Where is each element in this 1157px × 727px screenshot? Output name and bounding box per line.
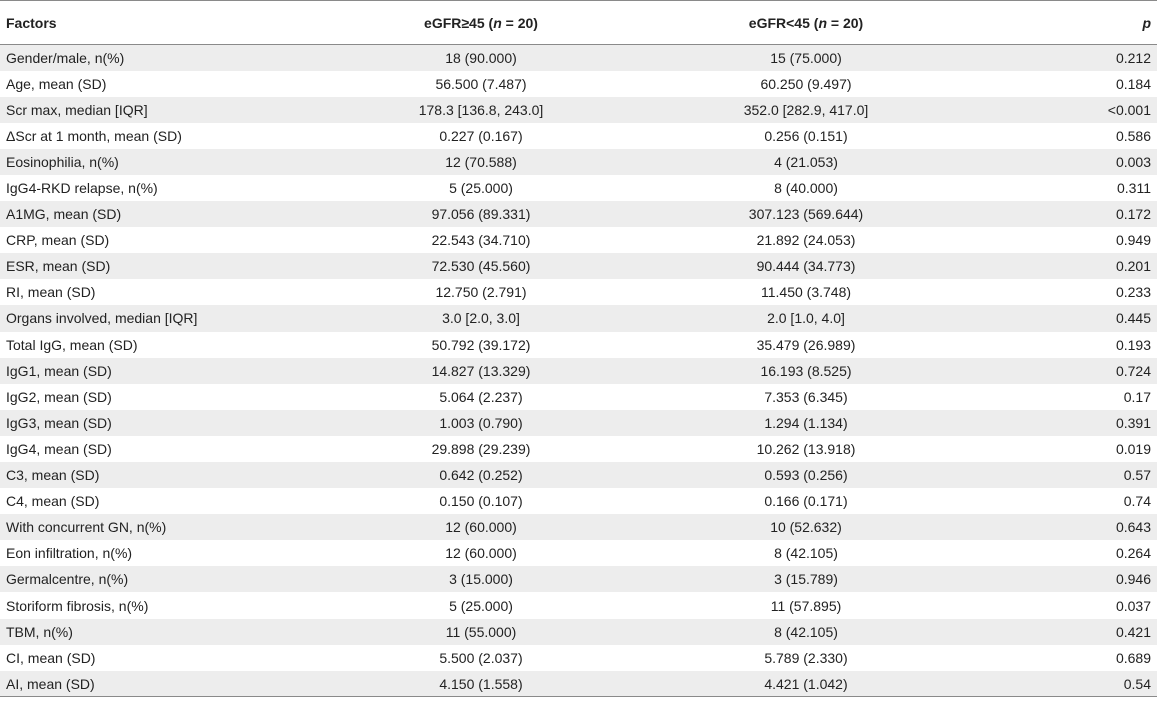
- table-row: [0, 97, 1157, 123]
- header-p-value-label: p: [1142, 14, 1151, 31]
- cell-egfr-low: 7.353 (6.345): [636, 384, 976, 410]
- cell-egfr-high: 0.642 (0.252): [326, 462, 636, 488]
- cell-egfr-high: 5 (25.000): [326, 592, 636, 618]
- cell-factor: Storiform fibrosis, n(%): [0, 592, 326, 618]
- cell-p-value: 0.445: [976, 305, 1157, 331]
- cell-egfr-low: 0.593 (0.256): [636, 462, 976, 488]
- cell-p-value: 0.212: [976, 45, 1157, 71]
- cell-egfr-low: 90.444 (34.773): [636, 253, 976, 279]
- cell-egfr-low: 0.256 (0.151): [636, 123, 976, 149]
- cell-egfr-high: 5 (25.000): [326, 175, 636, 201]
- table-body: [0, 45, 1157, 697]
- cell-p-value: 0.201: [976, 253, 1157, 279]
- table-row: [0, 671, 1157, 697]
- header-p-value: [976, 1, 1157, 45]
- cell-factor: IgG4, mean (SD): [0, 436, 326, 462]
- cell-p-value: 0.586: [976, 123, 1157, 149]
- cell-egfr-high: 11 (55.000): [326, 619, 636, 645]
- cell-egfr-high: 3.0 [2.0, 3.0]: [326, 305, 636, 331]
- table-row: [0, 123, 1157, 149]
- header-egfr-high: [326, 1, 636, 45]
- table-row: [0, 279, 1157, 305]
- cell-p-value: 0.311: [976, 175, 1157, 201]
- table-row: [0, 227, 1157, 253]
- cell-p-value: 0.264: [976, 540, 1157, 566]
- cell-p-value: 0.019: [976, 436, 1157, 462]
- cell-egfr-low: 15 (75.000): [636, 45, 976, 71]
- cell-egfr-high: 18 (90.000): [326, 45, 636, 71]
- table-row: [0, 384, 1157, 410]
- cell-egfr-high: 97.056 (89.331): [326, 201, 636, 227]
- cell-p-value: 0.172: [976, 201, 1157, 227]
- header-egfr-high-suffix: = 20): [501, 14, 538, 31]
- cell-factor: IgG1, mean (SD): [0, 358, 326, 384]
- table-row: [0, 175, 1157, 201]
- cell-egfr-low: 8 (42.105): [636, 540, 976, 566]
- cell-egfr-low: 35.479 (26.989): [636, 332, 976, 358]
- cell-egfr-high: 14.827 (13.329): [326, 358, 636, 384]
- cell-factor: ESR, mean (SD): [0, 253, 326, 279]
- cell-egfr-low: 4 (21.053): [636, 149, 976, 175]
- cell-p-value: 0.233: [976, 279, 1157, 305]
- table-row: [0, 619, 1157, 645]
- cell-factor: C3, mean (SD): [0, 462, 326, 488]
- cell-factor: With concurrent GN, n(%): [0, 514, 326, 540]
- table-row: [0, 566, 1157, 592]
- cell-egfr-low: 4.421 (1.042): [636, 671, 976, 697]
- table-row: [0, 332, 1157, 358]
- cell-egfr-high: 5.064 (2.237): [326, 384, 636, 410]
- cell-egfr-high: 50.792 (39.172): [326, 332, 636, 358]
- cell-factor: CI, mean (SD): [0, 645, 326, 671]
- cell-egfr-low: 8 (40.000): [636, 175, 976, 201]
- cell-egfr-high: 3 (15.000): [326, 566, 636, 592]
- table-row: [0, 201, 1157, 227]
- cell-egfr-high: 22.543 (34.710): [326, 227, 636, 253]
- header-egfr-low-suffix: = 20): [827, 14, 864, 31]
- table-row: [0, 436, 1157, 462]
- cell-egfr-low: 11 (57.895): [636, 592, 976, 618]
- cell-p-value: 0.57: [976, 462, 1157, 488]
- cell-egfr-low: 60.250 (9.497): [636, 71, 976, 97]
- table-row: [0, 410, 1157, 436]
- cell-p-value: 0.724: [976, 358, 1157, 384]
- cell-egfr-low: 0.166 (0.171): [636, 488, 976, 514]
- table-row: [0, 540, 1157, 566]
- table-row: [0, 488, 1157, 514]
- cell-egfr-low: 1.294 (1.134): [636, 410, 976, 436]
- cell-p-value: 0.184: [976, 71, 1157, 97]
- cell-factor: Gender/male, n(%): [0, 45, 326, 71]
- cell-factor: AI, mean (SD): [0, 671, 326, 697]
- cell-factor: IgG2, mean (SD): [0, 384, 326, 410]
- cell-factor: IgG3, mean (SD): [0, 410, 326, 436]
- cell-egfr-high: 12.750 (2.791): [326, 279, 636, 305]
- table-row: [0, 592, 1157, 618]
- cell-egfr-high: 12 (70.588): [326, 149, 636, 175]
- cell-factor: TBM, n(%): [0, 619, 326, 645]
- cell-egfr-high: 12 (60.000): [326, 540, 636, 566]
- cell-egfr-high: 29.898 (29.239): [326, 436, 636, 462]
- header-egfr-low-n: n: [818, 14, 827, 31]
- cell-egfr-high: 56.500 (7.487): [326, 71, 636, 97]
- header-egfr-high-prefix: eGFR≥45 (: [424, 14, 494, 31]
- cell-p-value: <0.001: [976, 97, 1157, 123]
- cell-factor: IgG4-RKD relapse, n(%): [0, 175, 326, 201]
- table-row: [0, 253, 1157, 279]
- cell-p-value: 0.946: [976, 566, 1157, 592]
- cell-p-value: 0.949: [976, 227, 1157, 253]
- table-row: [0, 149, 1157, 175]
- cell-egfr-low: 8 (42.105): [636, 619, 976, 645]
- cell-p-value: 0.193: [976, 332, 1157, 358]
- cell-p-value: 0.74: [976, 488, 1157, 514]
- table-row: [0, 514, 1157, 540]
- cell-p-value: 0.037: [976, 592, 1157, 618]
- cell-factor: Eon infiltration, n(%): [0, 540, 326, 566]
- cell-factor: RI, mean (SD): [0, 279, 326, 305]
- cell-p-value: 0.689: [976, 645, 1157, 671]
- cell-egfr-high: 0.150 (0.107): [326, 488, 636, 514]
- header-egfr-low: [636, 1, 976, 45]
- table-row: [0, 45, 1157, 71]
- cell-factor: Eosinophilia, n(%): [0, 149, 326, 175]
- header-row: [0, 1, 1157, 45]
- cell-egfr-high: 178.3 [136.8, 243.0]: [326, 97, 636, 123]
- cell-factor: Organs involved, median [IQR]: [0, 305, 326, 331]
- cell-factor: CRP, mean (SD): [0, 227, 326, 253]
- header-egfr-low-prefix: eGFR<45 (: [748, 14, 819, 31]
- cell-egfr-high: 72.530 (45.560): [326, 253, 636, 279]
- cell-egfr-low: 21.892 (24.053): [636, 227, 976, 253]
- header-egfr-high-n: n: [493, 14, 502, 31]
- cell-factor: Age, mean (SD): [0, 71, 326, 97]
- cell-p-value: 0.54: [976, 671, 1157, 697]
- cell-egfr-low: 3 (15.789): [636, 566, 976, 592]
- cell-factor: A1MG, mean (SD): [0, 201, 326, 227]
- cell-p-value: 0.17: [976, 384, 1157, 410]
- cell-egfr-low: 10 (52.632): [636, 514, 976, 540]
- table-row: [0, 71, 1157, 97]
- cell-factor: Total IgG, mean (SD): [0, 332, 326, 358]
- table-row: [0, 462, 1157, 488]
- cell-egfr-low: 2.0 [1.0, 4.0]: [636, 305, 976, 331]
- table-row: [0, 645, 1157, 671]
- cell-egfr-low: 352.0 [282.9, 417.0]: [636, 97, 976, 123]
- cell-egfr-high: 4.150 (1.558): [326, 671, 636, 697]
- cell-factor: Scr max, median [IQR]: [0, 97, 326, 123]
- cell-factor: Germalcentre, n(%): [0, 566, 326, 592]
- cell-egfr-low: 307.123 (569.644): [636, 201, 976, 227]
- cell-egfr-high: 1.003 (0.790): [326, 410, 636, 436]
- cell-egfr-low: 10.262 (13.918): [636, 436, 976, 462]
- cell-p-value: 0.391: [976, 410, 1157, 436]
- cell-p-value: 0.421: [976, 619, 1157, 645]
- cell-egfr-low: 5.789 (2.330): [636, 645, 976, 671]
- table-row: [0, 305, 1157, 331]
- cell-p-value: 0.003: [976, 149, 1157, 175]
- cell-egfr-high: 0.227 (0.167): [326, 123, 636, 149]
- header-factors: [0, 1, 326, 45]
- cell-egfr-low: 11.450 (3.748): [636, 279, 976, 305]
- cell-egfr-high: 12 (60.000): [326, 514, 636, 540]
- table-header: [0, 1, 1157, 45]
- cell-factor: C4, mean (SD): [0, 488, 326, 514]
- cell-factor: ΔScr at 1 month, mean (SD): [0, 123, 326, 149]
- cell-egfr-high: 5.500 (2.037): [326, 645, 636, 671]
- cell-egfr-low: 16.193 (8.525): [636, 358, 976, 384]
- cell-p-value: 0.643: [976, 514, 1157, 540]
- table-row: [0, 358, 1157, 384]
- header-factors-label: Factors: [6, 14, 57, 31]
